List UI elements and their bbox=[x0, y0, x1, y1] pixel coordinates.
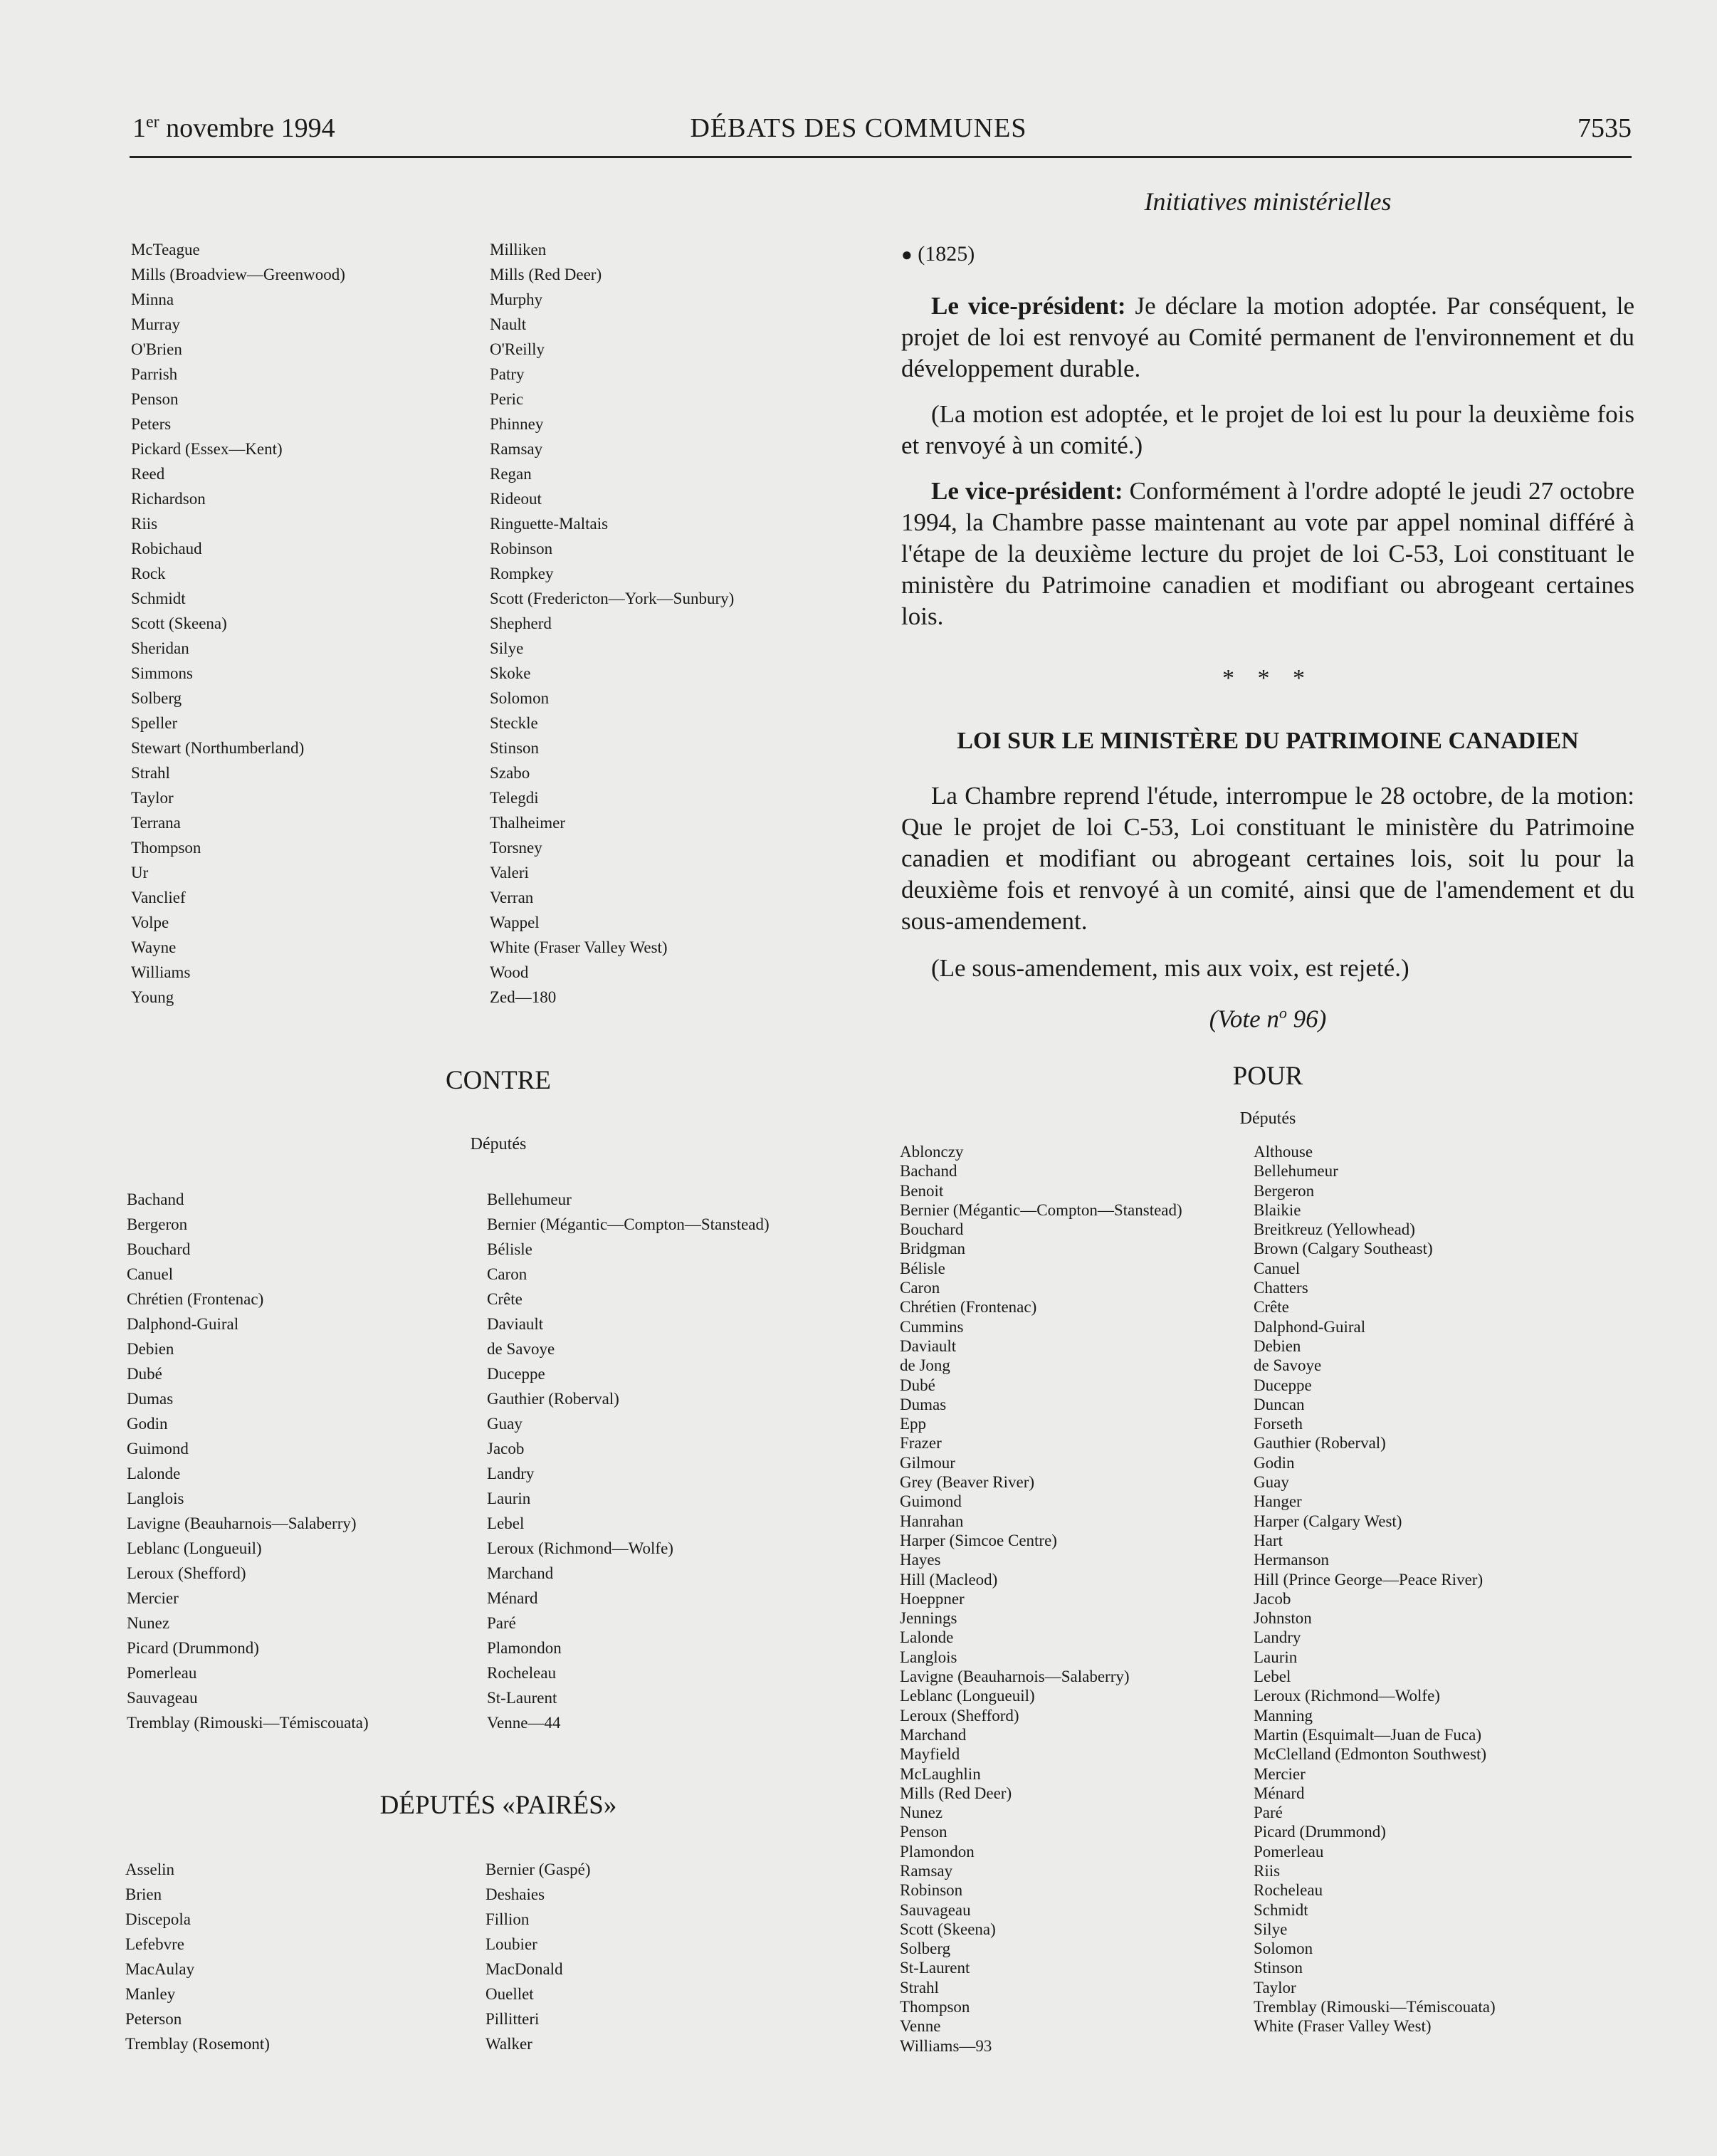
member-name: Torsney bbox=[490, 839, 542, 857]
member-name: Thompson bbox=[131, 839, 201, 857]
member-name: Peters bbox=[131, 415, 172, 433]
member-name: Althouse bbox=[1254, 1143, 1313, 1161]
member-name: Dumas bbox=[127, 1390, 174, 1408]
member-name: Guay bbox=[487, 1415, 523, 1433]
member-name: Lebel bbox=[487, 1514, 525, 1532]
member-name: Valeri bbox=[490, 864, 529, 881]
member-name: Peterson bbox=[125, 2010, 182, 2028]
member-name: Brown (Calgary Southeast) bbox=[1254, 1240, 1433, 1258]
member-name: O'Brien bbox=[131, 340, 182, 358]
paires-list-col1 bbox=[125, 1857, 270, 2056]
member-name: Gauthier (Roberval) bbox=[487, 1390, 619, 1408]
member-name: Grey (Beaver River) bbox=[900, 1473, 1035, 1492]
member-name: Bouchard bbox=[900, 1220, 964, 1239]
member-name: St-Laurent bbox=[487, 1689, 557, 1707]
member-name: Young bbox=[131, 988, 174, 1006]
member-name: Gilmour bbox=[900, 1453, 955, 1472]
member-name: Epp bbox=[900, 1415, 927, 1433]
paragraph-5: (Le sous-amendement, mis aux voix, est rejeté.) bbox=[931, 954, 1409, 982]
member-name: Wood bbox=[490, 963, 529, 981]
member-name: Godin bbox=[1254, 1453, 1295, 1472]
names-list-top-col2 bbox=[490, 237, 734, 1010]
member-name: Picard (Drummond) bbox=[127, 1639, 259, 1657]
member-name: Breitkreuz (Yellowhead) bbox=[1254, 1220, 1415, 1239]
member-name: Robichaud bbox=[131, 540, 202, 558]
member-name: Marchand bbox=[487, 1564, 554, 1582]
member-name: Venne bbox=[900, 2017, 941, 2036]
member-name: Solomon bbox=[490, 689, 550, 707]
member-name: Jacob bbox=[1254, 1589, 1291, 1608]
member-name: Frazer bbox=[900, 1434, 942, 1453]
pour-subheading: Députés bbox=[1239, 1109, 1296, 1128]
member-name: Rompkey bbox=[490, 565, 554, 582]
member-name: Rideout bbox=[490, 490, 542, 508]
member-name: Sauvageau bbox=[127, 1689, 198, 1707]
time-marker: ● (1825) bbox=[901, 242, 975, 266]
member-name: Chrétien (Frontenac) bbox=[900, 1298, 1037, 1317]
member-name: Regan bbox=[490, 465, 532, 483]
member-name: Mercier bbox=[1254, 1764, 1306, 1783]
member-name: de Savoye bbox=[487, 1340, 555, 1358]
member-name: Skoke bbox=[490, 664, 531, 682]
member-name: Landry bbox=[487, 1465, 535, 1482]
member-name: Benoit bbox=[900, 1181, 944, 1200]
member-name: Plamondon bbox=[900, 1842, 975, 1861]
page-number: 7535 bbox=[1577, 113, 1632, 143]
member-name: Fillion bbox=[485, 1910, 530, 1928]
member-name: Martin (Esquimalt—Juan de Fuca) bbox=[1254, 1725, 1482, 1744]
member-name: Speller bbox=[131, 714, 178, 732]
member-name: Duceppe bbox=[487, 1365, 545, 1383]
member-name: Scott (Skeena) bbox=[131, 614, 227, 632]
member-name: Riis bbox=[131, 515, 158, 533]
member-name: Simmons bbox=[131, 664, 193, 682]
member-name: Wappel bbox=[490, 914, 540, 931]
member-name: Pickard (Essex—Kent) bbox=[131, 440, 283, 458]
member-name: Brien bbox=[125, 1885, 162, 1903]
member-name: Leroux (Shefford) bbox=[900, 1706, 1019, 1725]
member-name: Paré bbox=[487, 1614, 516, 1632]
member-name: Volpe bbox=[131, 914, 169, 931]
member-name: Plamondon bbox=[487, 1639, 562, 1657]
member-name: Canuel bbox=[1254, 1259, 1301, 1277]
member-name: Murphy bbox=[490, 291, 543, 308]
member-name: Tremblay (Rimouski—Témiscouata) bbox=[1254, 1998, 1496, 2016]
member-name: Solomon bbox=[1254, 1940, 1313, 1958]
member-name: Hill (Prince George—Peace River) bbox=[1254, 1570, 1484, 1589]
member-name: Guay bbox=[1254, 1473, 1289, 1492]
member-name: Rocheleau bbox=[1254, 1881, 1323, 1900]
member-name: Vanclief bbox=[131, 889, 186, 906]
pour-list-col2 bbox=[1254, 1142, 1496, 2036]
member-name: Bouchard bbox=[127, 1240, 191, 1258]
paires-heading: DÉPUTÉS «PAIRÉS» bbox=[379, 1791, 617, 1820]
contre-subheading: Députés bbox=[470, 1135, 527, 1153]
member-name: Jennings bbox=[900, 1609, 957, 1628]
member-name: Terrana bbox=[131, 814, 181, 832]
member-name: Cummins bbox=[900, 1317, 964, 1336]
member-name: Ménard bbox=[487, 1589, 538, 1607]
member-name: Lalonde bbox=[900, 1628, 954, 1647]
member-name: Ouellet bbox=[485, 1985, 534, 2003]
member-name: Nunez bbox=[900, 1804, 943, 1822]
member-name: McLaughlin bbox=[900, 1764, 981, 1783]
member-name: MacDonald bbox=[485, 1960, 563, 1978]
member-name: White (Fraser Valley West) bbox=[490, 938, 668, 956]
member-name: Bridgman bbox=[900, 1240, 965, 1258]
member-name: Richardson bbox=[131, 490, 206, 508]
member-name: Taylor bbox=[131, 789, 174, 807]
member-name: Schmidt bbox=[1254, 1900, 1308, 1919]
member-name: Parrish bbox=[131, 365, 178, 383]
member-name: Peric bbox=[490, 390, 524, 408]
member-name: Scott (Fredericton—York—Sunbury) bbox=[490, 590, 735, 607]
member-name: Patry bbox=[490, 365, 525, 383]
member-name: Bernier (Mégantic—Compton—Stanstead) bbox=[900, 1200, 1182, 1219]
member-name: Shepherd bbox=[490, 614, 552, 632]
member-name: Nunez bbox=[127, 1614, 170, 1632]
member-name: Harper (Simcoe Centre) bbox=[900, 1531, 1057, 1549]
member-name: Bélisle bbox=[487, 1240, 532, 1258]
header-rule bbox=[130, 156, 1632, 158]
member-name: Steckle bbox=[490, 714, 538, 732]
member-name: Bellehumeur bbox=[1254, 1162, 1338, 1181]
member-name: Solberg bbox=[900, 1940, 951, 1958]
member-name: Venne—44 bbox=[487, 1714, 561, 1732]
member-name: Penson bbox=[131, 390, 179, 408]
member-name: Hart bbox=[1254, 1531, 1283, 1549]
member-name: Mayfield bbox=[900, 1745, 960, 1764]
names-list-top-col1 bbox=[131, 237, 345, 1010]
member-name: Dubé bbox=[127, 1365, 162, 1383]
member-name: Debien bbox=[1254, 1336, 1301, 1355]
member-name: Guimond bbox=[900, 1492, 962, 1511]
member-name: Paré bbox=[1254, 1804, 1283, 1822]
contre-list-col1 bbox=[127, 1187, 369, 1735]
member-name: Debien bbox=[127, 1340, 174, 1358]
member-name: Robinson bbox=[900, 1881, 963, 1900]
member-name: Leroux (Richmond—Wolfe) bbox=[487, 1539, 673, 1557]
member-name: Robinson bbox=[490, 540, 553, 558]
member-name: St-Laurent bbox=[900, 1959, 970, 1977]
member-name: Harper (Calgary West) bbox=[1254, 1512, 1402, 1530]
member-name: Godin bbox=[127, 1415, 168, 1433]
member-name: Picard (Drummond) bbox=[1254, 1823, 1386, 1841]
member-name: Sauvageau bbox=[900, 1900, 971, 1919]
member-name: Leblanc (Longueuil) bbox=[900, 1687, 1035, 1705]
member-name: Stinson bbox=[1254, 1959, 1303, 1977]
member-name: Pillitteri bbox=[485, 2010, 540, 2028]
separator-stars: * * * bbox=[1222, 665, 1313, 691]
member-name: Scott (Skeena) bbox=[900, 1920, 996, 1938]
member-name: Nault bbox=[490, 315, 527, 333]
member-name: Ur bbox=[131, 864, 149, 881]
member-name: Laurin bbox=[487, 1490, 531, 1507]
member-name: Bergeron bbox=[127, 1215, 188, 1233]
member-name: Rocheleau bbox=[487, 1664, 557, 1682]
member-name: Lavigne (Beauharnois—Salaberry) bbox=[127, 1514, 357, 1532]
member-name: Daviault bbox=[900, 1336, 957, 1355]
header-date: 1er novembre 1994 bbox=[132, 112, 335, 143]
member-name: Leroux (Shefford) bbox=[127, 1564, 246, 1582]
member-name: Mercier bbox=[127, 1589, 179, 1607]
paragraph-4: La Chambre reprend l'étude, interrompue le 28 octobre, de la motion: Que le projet de loi C-53, Loi constituant le ministère du Patrimoine canadien et modifiant ou abrogeant certaines lois, soit lu pour la deuxième fois et renvoyé à un comité, ainsi que de l'amendement et du sous-amendement. bbox=[901, 782, 1634, 935]
member-name: Manley bbox=[125, 1985, 176, 2003]
member-name: Tremblay (Rosemont) bbox=[125, 2035, 270, 2053]
member-name: Chrétien (Frontenac) bbox=[127, 1290, 264, 1308]
member-name: Crête bbox=[487, 1290, 523, 1308]
member-name: Minna bbox=[131, 291, 174, 308]
member-name: Zed—180 bbox=[490, 988, 557, 1006]
member-name: Canuel bbox=[127, 1265, 174, 1283]
pour-heading: POUR bbox=[1232, 1062, 1303, 1091]
member-name: Crête bbox=[1254, 1298, 1289, 1317]
member-name: Landry bbox=[1254, 1628, 1301, 1647]
member-name: de Savoye bbox=[1254, 1356, 1322, 1375]
member-name: de Jong bbox=[900, 1356, 950, 1375]
member-name: Silye bbox=[490, 639, 524, 657]
contre-heading: CONTRE bbox=[446, 1066, 551, 1095]
section-running-head: Initiatives ministérielles bbox=[1144, 187, 1392, 216]
member-name: Lalonde bbox=[127, 1465, 181, 1482]
member-name: Bernier (Gaspé) bbox=[485, 1861, 591, 1878]
member-name: Milliken bbox=[490, 241, 547, 258]
member-name: Strahl bbox=[131, 764, 170, 782]
member-name: Dumas bbox=[900, 1395, 947, 1413]
member-name: Ramsay bbox=[900, 1861, 953, 1880]
member-name: MacAulay bbox=[125, 1960, 195, 1978]
member-name: Schmidt bbox=[131, 590, 186, 607]
member-name: Daviault bbox=[487, 1315, 544, 1333]
member-name: Telegdi bbox=[490, 789, 539, 807]
member-name: Ramsay bbox=[490, 440, 543, 458]
member-name: Solberg bbox=[131, 689, 182, 707]
member-name: Ménard bbox=[1254, 1784, 1305, 1802]
member-name: Dalphond-Guiral bbox=[1254, 1317, 1366, 1336]
member-name: Hermanson bbox=[1254, 1551, 1330, 1569]
member-name: Tremblay (Rimouski—Témiscouata) bbox=[127, 1714, 369, 1732]
member-name: Lebel bbox=[1254, 1668, 1291, 1686]
member-name: Pomerleau bbox=[127, 1664, 197, 1682]
member-name: Mills (Red Deer) bbox=[490, 266, 602, 283]
member-name: Hanrahan bbox=[900, 1512, 964, 1530]
member-name: Caron bbox=[900, 1279, 940, 1297]
member-name: Dalphond-Guiral bbox=[127, 1315, 239, 1333]
member-name: Wayne bbox=[131, 938, 177, 956]
pour-list-col1 bbox=[900, 1142, 1182, 2056]
member-name: Langlois bbox=[900, 1648, 957, 1666]
member-name: Laurin bbox=[1254, 1648, 1298, 1666]
paragraph-2: (La motion est adoptée, et le projet de loi est lu pour la deuxième fois et renvoyé à un comité.) bbox=[901, 400, 1634, 459]
member-name: Penson bbox=[900, 1823, 947, 1841]
member-name: Dubé bbox=[900, 1376, 935, 1394]
member-name: Szabo bbox=[490, 764, 530, 782]
member-name: Phinney bbox=[490, 415, 544, 433]
member-name: Bélisle bbox=[900, 1259, 945, 1277]
member-name: Discepola bbox=[125, 1910, 191, 1928]
right-text-block-2 bbox=[901, 780, 1634, 984]
paragraph-1: Le vice-président: Je déclare la motion adoptée. Par conséquent, le projet de loi est renvoyé au Comité permanent de l'environnement et du développement durable. bbox=[901, 292, 1635, 382]
member-name: Deshaies bbox=[485, 1885, 545, 1903]
member-name: Murray bbox=[131, 315, 180, 333]
member-name: Hill (Macleod) bbox=[900, 1570, 998, 1589]
member-name: Duceppe bbox=[1254, 1376, 1312, 1394]
member-name: Hoeppner bbox=[900, 1589, 965, 1608]
paragraph-3: Le vice-président: Conformément à l'ordre adopté le jeudi 27 octobre 1994, la Chambre passe maintenant au vote par appel nominal différé à l'étape de la deuxième lecture du projet de loi C-53, Loi constituant le ministère du Patrimoine canadien et modifiant ou abrogeant certaines lois. bbox=[901, 477, 1635, 630]
member-name: Ablonczy bbox=[900, 1143, 964, 1161]
vote-number: (Vote $n^o$ 96) bbox=[1209, 1004, 1327, 1033]
member-name: Thompson bbox=[900, 1998, 970, 2016]
member-name: Leblanc (Longueuil) bbox=[127, 1539, 262, 1557]
header-title: DÉBATS DES COMMUNES bbox=[690, 113, 1027, 143]
member-name: Verran bbox=[490, 889, 534, 906]
member-name: Lefebvre bbox=[125, 1935, 184, 1953]
member-name: Hayes bbox=[900, 1551, 941, 1569]
member-name: Johnston bbox=[1254, 1609, 1312, 1628]
member-name: Manning bbox=[1254, 1706, 1313, 1725]
member-name: Leroux (Richmond—Wolfe) bbox=[1254, 1687, 1440, 1705]
member-name: Forseth bbox=[1254, 1415, 1303, 1433]
member-name: Thalheimer bbox=[490, 814, 566, 832]
member-name: Guimond bbox=[127, 1440, 189, 1458]
member-name: Caron bbox=[487, 1265, 527, 1283]
member-name: Langlois bbox=[127, 1490, 184, 1507]
member-name: Ringuette-Maltais bbox=[490, 515, 609, 533]
member-name: Williams—93 bbox=[900, 2036, 992, 2055]
paires-list-col2 bbox=[485, 1857, 591, 2056]
member-name: Hanger bbox=[1254, 1492, 1302, 1511]
member-name: Blaikie bbox=[1254, 1200, 1301, 1219]
member-name: Stewart (Northumberland) bbox=[131, 739, 305, 757]
member-name: McClelland (Edmonton Southwest) bbox=[1254, 1745, 1487, 1764]
member-name: Mills (Broadview—Greenwood) bbox=[131, 266, 345, 283]
member-name: Bachand bbox=[127, 1190, 184, 1208]
member-name: Sheridan bbox=[131, 639, 189, 657]
member-name: Marchand bbox=[900, 1725, 967, 1744]
member-name: McTeague bbox=[131, 241, 200, 258]
member-name: Taylor bbox=[1254, 1978, 1296, 1997]
member-name: Chatters bbox=[1254, 1279, 1308, 1297]
member-name: Lavigne (Beauharnois—Salaberry) bbox=[900, 1668, 1130, 1686]
member-name: Bachand bbox=[900, 1162, 957, 1181]
contre-list-col2 bbox=[487, 1187, 770, 1735]
member-name: Bernier (Mégantic—Compton—Stanstead) bbox=[487, 1215, 770, 1233]
member-name: O'Reilly bbox=[490, 340, 545, 358]
member-name: Reed bbox=[131, 465, 165, 483]
member-name: Jacob bbox=[487, 1440, 525, 1458]
member-name: Mills (Red Deer) bbox=[900, 1784, 1012, 1802]
member-name: White (Fraser Valley West) bbox=[1254, 2017, 1432, 2036]
right-text-block bbox=[901, 291, 1634, 632]
member-name: Strahl bbox=[900, 1978, 939, 1997]
member-name: Loubier bbox=[485, 1935, 537, 1953]
member-name: Silye bbox=[1254, 1920, 1288, 1938]
member-name: Stinson bbox=[490, 739, 540, 757]
member-name: Walker bbox=[485, 2035, 532, 2053]
member-name: Williams bbox=[131, 963, 191, 981]
member-name: Asselin bbox=[125, 1861, 174, 1878]
member-name: Bellehumeur bbox=[487, 1190, 572, 1208]
member-name: Duncan bbox=[1254, 1395, 1305, 1413]
section-title: LOI SUR LE MINISTÈRE DU PATRIMOINE CANADIEN bbox=[957, 728, 1579, 754]
member-name: Gauthier (Roberval) bbox=[1254, 1434, 1386, 1453]
member-name: Pomerleau bbox=[1254, 1842, 1324, 1861]
member-name: Bergeron bbox=[1254, 1181, 1315, 1200]
member-name: Riis bbox=[1254, 1861, 1281, 1880]
member-name: Rock bbox=[131, 565, 166, 582]
